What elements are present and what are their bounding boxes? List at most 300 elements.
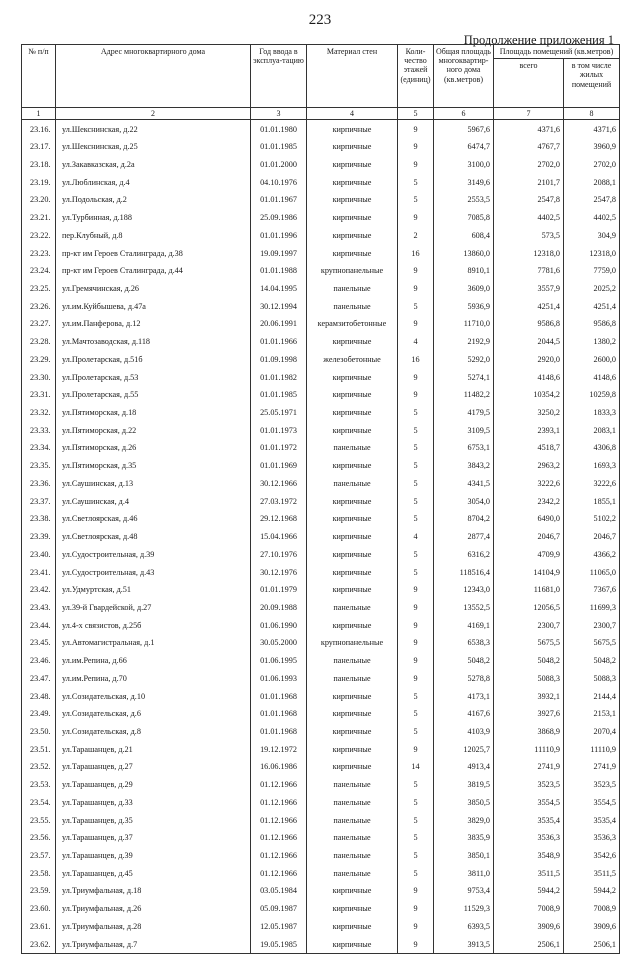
- table-row: [22, 244, 620, 262]
- row-address: ул.Подольская, д.2: [56, 191, 251, 209]
- row-year: 30.12.1966: [251, 475, 307, 493]
- row-address: ул.Пролетарская, д.53: [56, 368, 251, 386]
- row-premises-area: 4709,9: [494, 545, 564, 563]
- row-premises-area: 5675,5: [494, 634, 564, 652]
- row-year: 01.01.1968: [251, 723, 307, 741]
- row-total-area: 4913,4: [434, 758, 494, 776]
- table-row: [22, 616, 620, 634]
- row-floors: 5: [398, 776, 434, 794]
- row-number: 23.57.: [22, 847, 56, 865]
- row-number: 23.47.: [22, 669, 56, 687]
- row-floors: 5: [398, 723, 434, 741]
- row-year: 16.06.1986: [251, 758, 307, 776]
- row-year: 30.05.2000: [251, 634, 307, 652]
- row-floors: 5: [398, 847, 434, 865]
- row-living-area: 11065,0: [564, 563, 620, 581]
- row-premises-area: 3909,6: [494, 918, 564, 936]
- row-floors: 9: [398, 120, 434, 138]
- table-row: [22, 652, 620, 670]
- row-living-area: 2083,1: [564, 421, 620, 439]
- row-premises-area: 3523,5: [494, 776, 564, 794]
- row-year: 01.01.1982: [251, 368, 307, 386]
- row-premises-area: 2963,2: [494, 457, 564, 475]
- row-address: пр-кт им Героев Сталинграда, д.38: [56, 244, 251, 262]
- table-row: [22, 333, 620, 351]
- row-number: 23.35.: [22, 457, 56, 475]
- row-material: кирпичные: [307, 581, 398, 599]
- row-floors: 9: [398, 386, 434, 404]
- row-year: 01.01.1979: [251, 581, 307, 599]
- row-total-area: 3609,0: [434, 280, 494, 298]
- row-living-area: 3909,6: [564, 918, 620, 936]
- row-floors: 9: [398, 634, 434, 652]
- row-total-area: 11529,3: [434, 900, 494, 918]
- row-total-area: 4341,5: [434, 475, 494, 493]
- row-material: кирпичные: [307, 528, 398, 546]
- row-premises-area: 3554,5: [494, 794, 564, 812]
- row-floors: 5: [398, 297, 434, 315]
- row-premises-area: 11681,0: [494, 581, 564, 599]
- table-row: [22, 421, 620, 439]
- row-premises-area: 5088,3: [494, 669, 564, 687]
- row-living-area: 10259,8: [564, 386, 620, 404]
- row-living-area: 9586,8: [564, 315, 620, 333]
- row-number: 23.37.: [22, 492, 56, 510]
- row-floors: 5: [398, 829, 434, 847]
- row-material: кирпичные: [307, 545, 398, 563]
- row-year: 30.12.1994: [251, 297, 307, 315]
- row-material: кирпичные: [307, 563, 398, 581]
- row-total-area: 3811,0: [434, 864, 494, 882]
- row-total-area: 5967,6: [434, 120, 494, 138]
- row-living-area: 3536,3: [564, 829, 620, 847]
- row-total-area: 4179,5: [434, 404, 494, 422]
- row-material: кирпичные: [307, 333, 398, 351]
- row-floors: 9: [398, 616, 434, 634]
- row-total-area: 9753,4: [434, 882, 494, 900]
- row-number: 23.43.: [22, 599, 56, 617]
- row-living-area: 2702,0: [564, 156, 620, 174]
- row-address: ул.Созидательская, д.10: [56, 687, 251, 705]
- row-living-area: 2153,1: [564, 705, 620, 723]
- table-row: [22, 918, 620, 936]
- table-row: [22, 475, 620, 493]
- row-total-area: 3109,5: [434, 421, 494, 439]
- row-floors: 9: [398, 156, 434, 174]
- header-total-area: Общая площадь многоквартир-ного дома (кв.метров): [434, 45, 494, 108]
- header-premises-area: Площадь помещений (кв.метров): [494, 45, 620, 59]
- row-floors: 9: [398, 581, 434, 599]
- row-address: ул.Судостроительная, д.39: [56, 545, 251, 563]
- row-address: ул.Турбинная, д.188: [56, 209, 251, 227]
- row-floors: 4: [398, 528, 434, 546]
- row-number: 23.39.: [22, 528, 56, 546]
- row-year: 12.05.1987: [251, 918, 307, 936]
- row-year: 04.10.1976: [251, 173, 307, 191]
- row-address: ул.Шекснинская, д.22: [56, 120, 251, 138]
- row-premises-area: 7781,6: [494, 262, 564, 280]
- row-address: ул.39-й Гвардейской, д.27: [56, 599, 251, 617]
- page-number: 223: [308, 12, 332, 28]
- table-body: [22, 120, 620, 954]
- row-floors: 5: [398, 439, 434, 457]
- table-row: [22, 368, 620, 386]
- row-address: ул.Пятиморская, д.18: [56, 404, 251, 422]
- row-number: 23.29.: [22, 351, 56, 369]
- row-address: ул.Мачтозаводская, д.118: [56, 333, 251, 351]
- row-year: 25.05.1971: [251, 404, 307, 422]
- row-living-area: 5048,2: [564, 652, 620, 670]
- row-number: 23.49.: [22, 705, 56, 723]
- row-year: 29.12.1968: [251, 510, 307, 528]
- row-total-area: 3835,9: [434, 829, 494, 847]
- row-year: 01.01.1972: [251, 439, 307, 457]
- row-living-area: 304,9: [564, 227, 620, 245]
- row-number: 23.22.: [22, 227, 56, 245]
- row-floors: 14: [398, 758, 434, 776]
- header-premises-living: в том числе жилых помещений: [564, 59, 620, 108]
- row-address: ул.Тарашанцев, д.35: [56, 811, 251, 829]
- row-living-area: 4148,6: [564, 368, 620, 386]
- row-total-area: 6393,5: [434, 918, 494, 936]
- row-living-area: 1693,3: [564, 457, 620, 475]
- row-floors: 9: [398, 740, 434, 758]
- row-premises-area: 5048,2: [494, 652, 564, 670]
- row-premises-area: 2044,5: [494, 333, 564, 351]
- row-living-area: 2300,7: [564, 616, 620, 634]
- row-total-area: 2877,4: [434, 528, 494, 546]
- row-total-area: 4103,9: [434, 723, 494, 741]
- row-number: 23.45.: [22, 634, 56, 652]
- table-row: [22, 599, 620, 617]
- row-total-area: 12343,0: [434, 581, 494, 599]
- row-total-area: 4167,6: [434, 705, 494, 723]
- row-premises-area: 2046,7: [494, 528, 564, 546]
- row-material: кирпичные: [307, 421, 398, 439]
- row-premises-area: 4402,5: [494, 209, 564, 227]
- row-address: ул.Триумфальная, д.7: [56, 935, 251, 953]
- row-material: панельные: [307, 847, 398, 865]
- column-number: 6: [434, 108, 494, 120]
- row-number: 23.46.: [22, 652, 56, 670]
- table-row: [22, 227, 620, 245]
- table-row: [22, 315, 620, 333]
- row-year: 01.01.1966: [251, 333, 307, 351]
- table-row: [22, 510, 620, 528]
- row-living-area: 7367,6: [564, 581, 620, 599]
- row-living-area: 11699,3: [564, 599, 620, 617]
- table-row: [22, 669, 620, 687]
- row-total-area: 6538,3: [434, 634, 494, 652]
- row-premises-area: 3535,4: [494, 811, 564, 829]
- table-row: [22, 758, 620, 776]
- row-living-area: 3535,4: [564, 811, 620, 829]
- row-living-area: 2025,2: [564, 280, 620, 298]
- row-floors: 16: [398, 244, 434, 262]
- row-year: 20.06.1991: [251, 315, 307, 333]
- row-material: кирпичные: [307, 191, 398, 209]
- table-row: [22, 794, 620, 812]
- row-year: 01.12.1966: [251, 776, 307, 794]
- row-living-area: 3511,5: [564, 864, 620, 882]
- row-address: ул.Тарашанцев, д.37: [56, 829, 251, 847]
- row-year: 01.06.1995: [251, 652, 307, 670]
- row-material: кирпичные: [307, 156, 398, 174]
- row-premises-area: 3548,9: [494, 847, 564, 865]
- row-address: ул.Люблинская, д.4: [56, 173, 251, 191]
- row-floors: 9: [398, 138, 434, 156]
- row-material: кирпичные: [307, 227, 398, 245]
- header-year: Год ввода в эксплуа-тацию: [251, 45, 307, 108]
- row-total-area: 5292,0: [434, 351, 494, 369]
- row-number: 23.36.: [22, 475, 56, 493]
- row-floors: 5: [398, 811, 434, 829]
- row-premises-area: 12318,0: [494, 244, 564, 262]
- row-number: 23.24.: [22, 262, 56, 280]
- table-row: [22, 120, 620, 138]
- row-living-area: 2547,8: [564, 191, 620, 209]
- row-living-area: 3554,5: [564, 794, 620, 812]
- row-floors: 9: [398, 315, 434, 333]
- row-living-area: 12318,0: [564, 244, 620, 262]
- row-number: 23.30.: [22, 368, 56, 386]
- row-total-area: 6474,7: [434, 138, 494, 156]
- row-address: ул.им.Панферова, д.12: [56, 315, 251, 333]
- row-material: кирпичные: [307, 758, 398, 776]
- row-floors: 5: [398, 705, 434, 723]
- housing-register-table: [21, 44, 620, 954]
- row-total-area: 8910,1: [434, 262, 494, 280]
- row-address: ул.Созидательская, д.8: [56, 723, 251, 741]
- row-living-area: 4306,8: [564, 439, 620, 457]
- row-year: 03.05.1984: [251, 882, 307, 900]
- column-number: 4: [307, 108, 398, 120]
- row-material: панельные: [307, 864, 398, 882]
- row-address: ул.Саушинская, д.4: [56, 492, 251, 510]
- row-floors: 5: [398, 864, 434, 882]
- row-floors: 9: [398, 918, 434, 936]
- row-year: 01.01.1968: [251, 705, 307, 723]
- row-address: ул.Пятиморская, д.22: [56, 421, 251, 439]
- table-header: [22, 45, 620, 120]
- row-address: ул.Триумфальная, д.28: [56, 918, 251, 936]
- row-floors: 5: [398, 191, 434, 209]
- table-row: [22, 829, 620, 847]
- table-row: [22, 492, 620, 510]
- row-floors: 5: [398, 475, 434, 493]
- table-row: [22, 723, 620, 741]
- row-address: пр-кт им Героев Сталинграда, д.44: [56, 262, 251, 280]
- row-material: кирпичные: [307, 492, 398, 510]
- row-material: кирпичные: [307, 368, 398, 386]
- row-number: 23.16.: [22, 120, 56, 138]
- row-material: кирпичные: [307, 209, 398, 227]
- row-premises-area: 5944,2: [494, 882, 564, 900]
- row-address: ул.им.Куйбышева, д.47а: [56, 297, 251, 315]
- row-number: 23.33.: [22, 421, 56, 439]
- table-row: [22, 457, 620, 475]
- row-year: 01.01.1968: [251, 687, 307, 705]
- row-premises-area: 9586,8: [494, 315, 564, 333]
- row-living-area: 2600,0: [564, 351, 620, 369]
- row-year: 01.01.1988: [251, 262, 307, 280]
- row-year: 19.05.1985: [251, 935, 307, 953]
- row-premises-area: 3536,3: [494, 829, 564, 847]
- row-premises-area: 2300,7: [494, 616, 564, 634]
- row-floors: 9: [398, 669, 434, 687]
- header-floors: Коли-чество этажей (единиц): [398, 45, 434, 108]
- row-total-area: 3850,1: [434, 847, 494, 865]
- row-floors: 9: [398, 652, 434, 670]
- row-number: 23.58.: [22, 864, 56, 882]
- row-living-area: 7008,9: [564, 900, 620, 918]
- row-total-area: 3913,5: [434, 935, 494, 953]
- row-total-area: 8704,2: [434, 510, 494, 528]
- row-address: ул.им.Репина, д.66: [56, 652, 251, 670]
- row-year: 19.12.1972: [251, 740, 307, 758]
- row-floors: 4: [398, 333, 434, 351]
- row-premises-area: 573,5: [494, 227, 564, 245]
- table-row: [22, 404, 620, 422]
- row-total-area: 7085,8: [434, 209, 494, 227]
- row-premises-area: 3511,5: [494, 864, 564, 882]
- row-number: 23.62.: [22, 935, 56, 953]
- row-premises-area: 2506,1: [494, 935, 564, 953]
- row-living-area: 7759,0: [564, 262, 620, 280]
- row-address: ул.Триумфальная, д.18: [56, 882, 251, 900]
- row-premises-area: 2101,7: [494, 173, 564, 191]
- row-total-area: 118516,4: [434, 563, 494, 581]
- table-row: [22, 847, 620, 865]
- row-total-area: 5274,1: [434, 368, 494, 386]
- row-number: 23.27.: [22, 315, 56, 333]
- row-address: ул.им.Репина, д.70: [56, 669, 251, 687]
- table-row: [22, 191, 620, 209]
- row-living-area: 5102,2: [564, 510, 620, 528]
- row-material: панельные: [307, 280, 398, 298]
- row-year: 01.12.1966: [251, 811, 307, 829]
- table-row: [22, 297, 620, 315]
- row-number: 23.28.: [22, 333, 56, 351]
- row-year: 01.01.1985: [251, 138, 307, 156]
- row-living-area: 4402,5: [564, 209, 620, 227]
- row-material: панельные: [307, 794, 398, 812]
- row-address: ул.Пятиморская, д.35: [56, 457, 251, 475]
- row-premises-area: 3250,2: [494, 404, 564, 422]
- row-material: кирпичные: [307, 173, 398, 191]
- row-premises-area: 3557,9: [494, 280, 564, 298]
- row-material: кирпичные: [307, 120, 398, 138]
- row-material: керамзитобетонные: [307, 315, 398, 333]
- table-row: [22, 439, 620, 457]
- row-material: панельные: [307, 669, 398, 687]
- row-premises-area: 11110,9: [494, 740, 564, 758]
- table-row: [22, 864, 620, 882]
- row-total-area: 3850,5: [434, 794, 494, 812]
- row-living-area: 4371,6: [564, 120, 620, 138]
- row-address: ул.Судостроительная, д.43: [56, 563, 251, 581]
- row-year: 19.09.1997: [251, 244, 307, 262]
- column-number: 7: [494, 108, 564, 120]
- row-living-area: 2741,9: [564, 758, 620, 776]
- row-year: 01.01.1967: [251, 191, 307, 209]
- row-premises-area: 2920,0: [494, 351, 564, 369]
- row-year: 01.01.2000: [251, 156, 307, 174]
- table-row: [22, 882, 620, 900]
- row-premises-area: 10354,2: [494, 386, 564, 404]
- row-material: панельные: [307, 776, 398, 794]
- row-living-area: 3960,9: [564, 138, 620, 156]
- row-material: кирпичные: [307, 386, 398, 404]
- row-total-area: 3819,5: [434, 776, 494, 794]
- row-material: кирпичные: [307, 457, 398, 475]
- row-number: 23.50.: [22, 723, 56, 741]
- row-year: 20.09.1988: [251, 599, 307, 617]
- row-material: панельные: [307, 475, 398, 493]
- row-number: 23.17.: [22, 138, 56, 156]
- table-row: [22, 740, 620, 758]
- row-premises-area: 4148,6: [494, 368, 564, 386]
- row-premises-area: 4767,7: [494, 138, 564, 156]
- row-floors: 9: [398, 368, 434, 386]
- row-year: 01.12.1966: [251, 829, 307, 847]
- table-row: [22, 545, 620, 563]
- row-total-area: 6753,1: [434, 439, 494, 457]
- table-row: [22, 634, 620, 652]
- row-floors: 9: [398, 935, 434, 953]
- row-year: 01.06.1990: [251, 616, 307, 634]
- row-living-area: 2506,1: [564, 935, 620, 953]
- row-floors: 5: [398, 510, 434, 528]
- row-total-area: 3054,0: [434, 492, 494, 510]
- row-living-area: 2046,7: [564, 528, 620, 546]
- row-living-area: 4251,4: [564, 297, 620, 315]
- row-premises-area: 2547,8: [494, 191, 564, 209]
- row-total-area: 4169,1: [434, 616, 494, 634]
- row-year: 25.09.1986: [251, 209, 307, 227]
- row-number: 23.59.: [22, 882, 56, 900]
- table-row: [22, 262, 620, 280]
- column-number: 8: [564, 108, 620, 120]
- row-premises-area: 3927,6: [494, 705, 564, 723]
- row-floors: 5: [398, 404, 434, 422]
- row-floors: 5: [398, 421, 434, 439]
- row-material: крупнопанельные: [307, 262, 398, 280]
- row-floors: 2: [398, 227, 434, 245]
- row-total-area: 3843,2: [434, 457, 494, 475]
- row-address: ул.Пролетарская, д.51б: [56, 351, 251, 369]
- row-material: кирпичные: [307, 705, 398, 723]
- row-number: 23.48.: [22, 687, 56, 705]
- table-row: [22, 528, 620, 546]
- row-total-area: 11482,2: [434, 386, 494, 404]
- row-living-area: 5944,2: [564, 882, 620, 900]
- row-number: 23.54.: [22, 794, 56, 812]
- row-year: 01.01.1985: [251, 386, 307, 404]
- row-total-area: 4173,1: [434, 687, 494, 705]
- row-year: 27.03.1972: [251, 492, 307, 510]
- row-floors: 9: [398, 882, 434, 900]
- row-floors: 5: [398, 492, 434, 510]
- table-row: [22, 209, 620, 227]
- table-row: [22, 280, 620, 298]
- row-number: 23.32.: [22, 404, 56, 422]
- row-address: ул.Тарашанцев, д.27: [56, 758, 251, 776]
- column-number: 3: [251, 108, 307, 120]
- row-floors: 5: [398, 794, 434, 812]
- row-premises-area: 14104,9: [494, 563, 564, 581]
- row-address: ул.Гремячинская, д.26: [56, 280, 251, 298]
